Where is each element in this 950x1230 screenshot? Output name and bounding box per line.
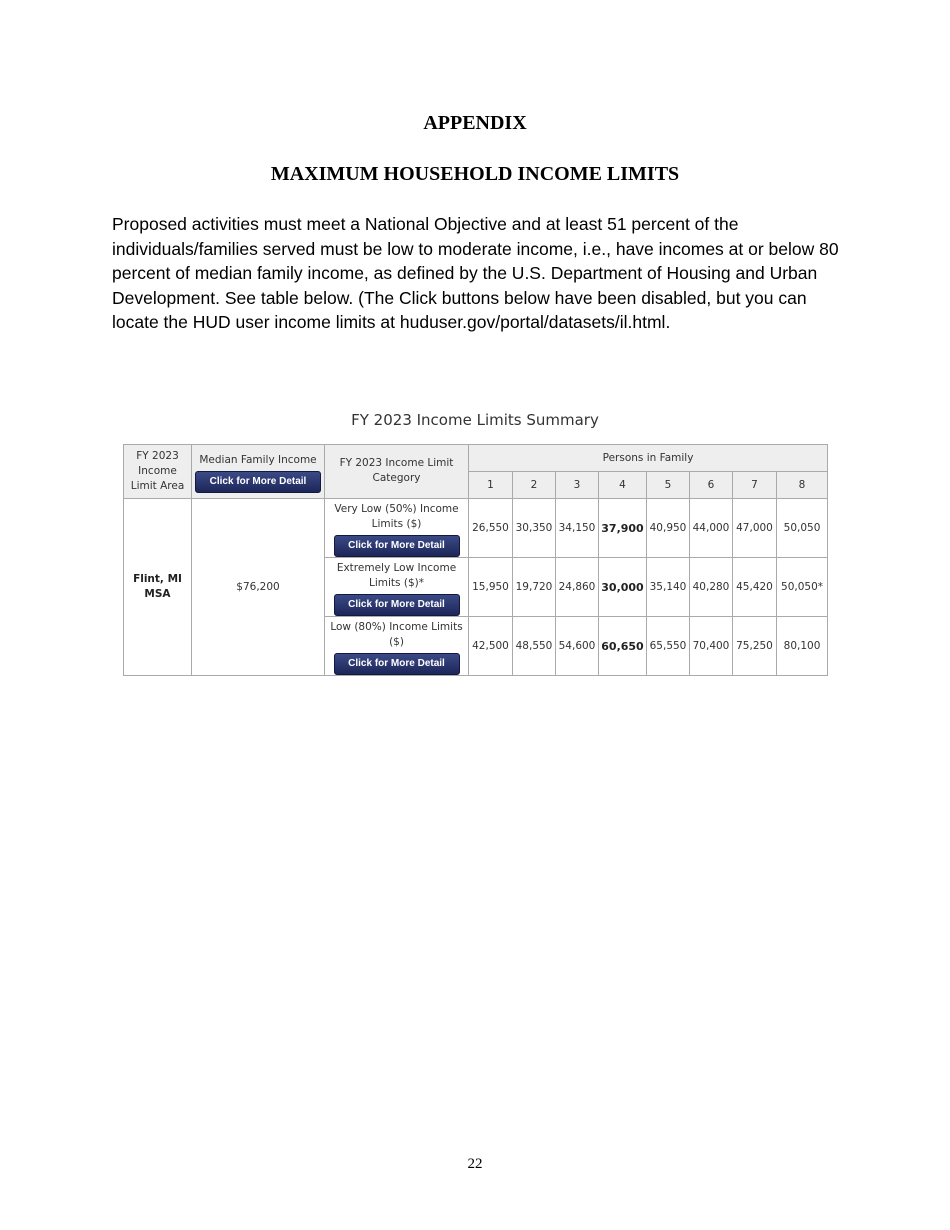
header-person-count: 8: [777, 472, 828, 499]
income-limits-table: [123, 444, 828, 676]
limit-value: 30,350: [513, 499, 556, 558]
category-cell: [325, 617, 469, 676]
limit-value: 75,250: [733, 617, 777, 676]
header-person-count: 7: [733, 472, 777, 499]
category-label: Very Low (50%) Income Limits ($): [334, 502, 459, 530]
limit-value: 19,720: [513, 558, 556, 617]
category-cell: [325, 499, 469, 558]
limit-value: 44,000: [690, 499, 733, 558]
limit-value: 40,280: [690, 558, 733, 617]
header-income-limit-area: FY 2023 Income Limit Area: [124, 445, 192, 499]
header-median-label: Median Family Income: [199, 453, 317, 466]
header-income-limit-category: [325, 445, 469, 499]
limit-value: 65,550: [647, 617, 690, 676]
page-title: MAXIMUM HOUSEHOLD INCOME LIMITS: [270, 163, 680, 185]
limit-value: 50,050*: [777, 558, 828, 617]
very-low-detail-button[interactable]: Click for More Detail: [334, 535, 460, 557]
limit-value: 48,550: [513, 617, 556, 676]
median-detail-button[interactable]: Click for More Detail: [195, 471, 321, 493]
low-detail-button[interactable]: Click for More Detail: [334, 653, 460, 675]
header-median-family-income: [192, 445, 325, 499]
page-number: 22: [467, 1156, 483, 1172]
header-category-label: FY 2023 Income Limit Category: [339, 457, 454, 484]
limit-value: 30,000: [599, 558, 647, 617]
header-person-count: 2: [513, 472, 556, 499]
limit-value: 40,950: [647, 499, 690, 558]
limit-value: 80,100: [777, 617, 828, 676]
table-row: [124, 499, 828, 558]
limit-value: 15,950: [469, 558, 513, 617]
limit-value: 50,050: [777, 499, 828, 558]
header-person-count: 5: [647, 472, 690, 499]
limit-value: 45,420: [733, 558, 777, 617]
extremely-low-detail-button[interactable]: Click for More Detail: [334, 594, 460, 616]
appendix-heading: APPENDIX: [423, 112, 527, 134]
limit-value: 70,400: [690, 617, 733, 676]
category-cell: [325, 558, 469, 617]
table-title: FY 2023 Income Limits Summary: [351, 411, 599, 429]
header-person-count: 6: [690, 472, 733, 499]
header-person-count: 3: [556, 472, 599, 499]
limit-value: 24,860: [556, 558, 599, 617]
median-family-income-value: $76,200: [192, 499, 325, 676]
limit-value: 35,140: [647, 558, 690, 617]
limit-value: 26,550: [469, 499, 513, 558]
header-person-count: 4: [599, 472, 647, 499]
limit-value: 34,150: [556, 499, 599, 558]
header-person-count: 1: [469, 472, 513, 499]
category-label: Low (80%) Income Limits ($): [330, 620, 463, 648]
category-label: Extremely Low Income Limits ($)*: [336, 561, 457, 589]
income-limit-area: Flint, MI MSA: [124, 499, 192, 676]
limit-value: 60,650: [599, 617, 647, 676]
limit-value: 54,600: [556, 617, 599, 676]
limit-value: 37,900: [599, 499, 647, 558]
limit-value: 42,500: [469, 617, 513, 676]
intro-paragraph: Proposed activities must meet a National Objective and at least 51 percent of the individuals/families served must be low to moderate income, i.e., have incomes at or below 80 percent of median family income, as defined by the U.S. Department of Housing and Urban Development. See table below. (The Click buttons below have been disabled, but you can locate the HUD user income limits at huduser.gov/portal/datasets/il.html.: [112, 214, 839, 332]
header-persons-in-family: Persons in Family: [469, 445, 828, 472]
limit-value: 47,000: [733, 499, 777, 558]
